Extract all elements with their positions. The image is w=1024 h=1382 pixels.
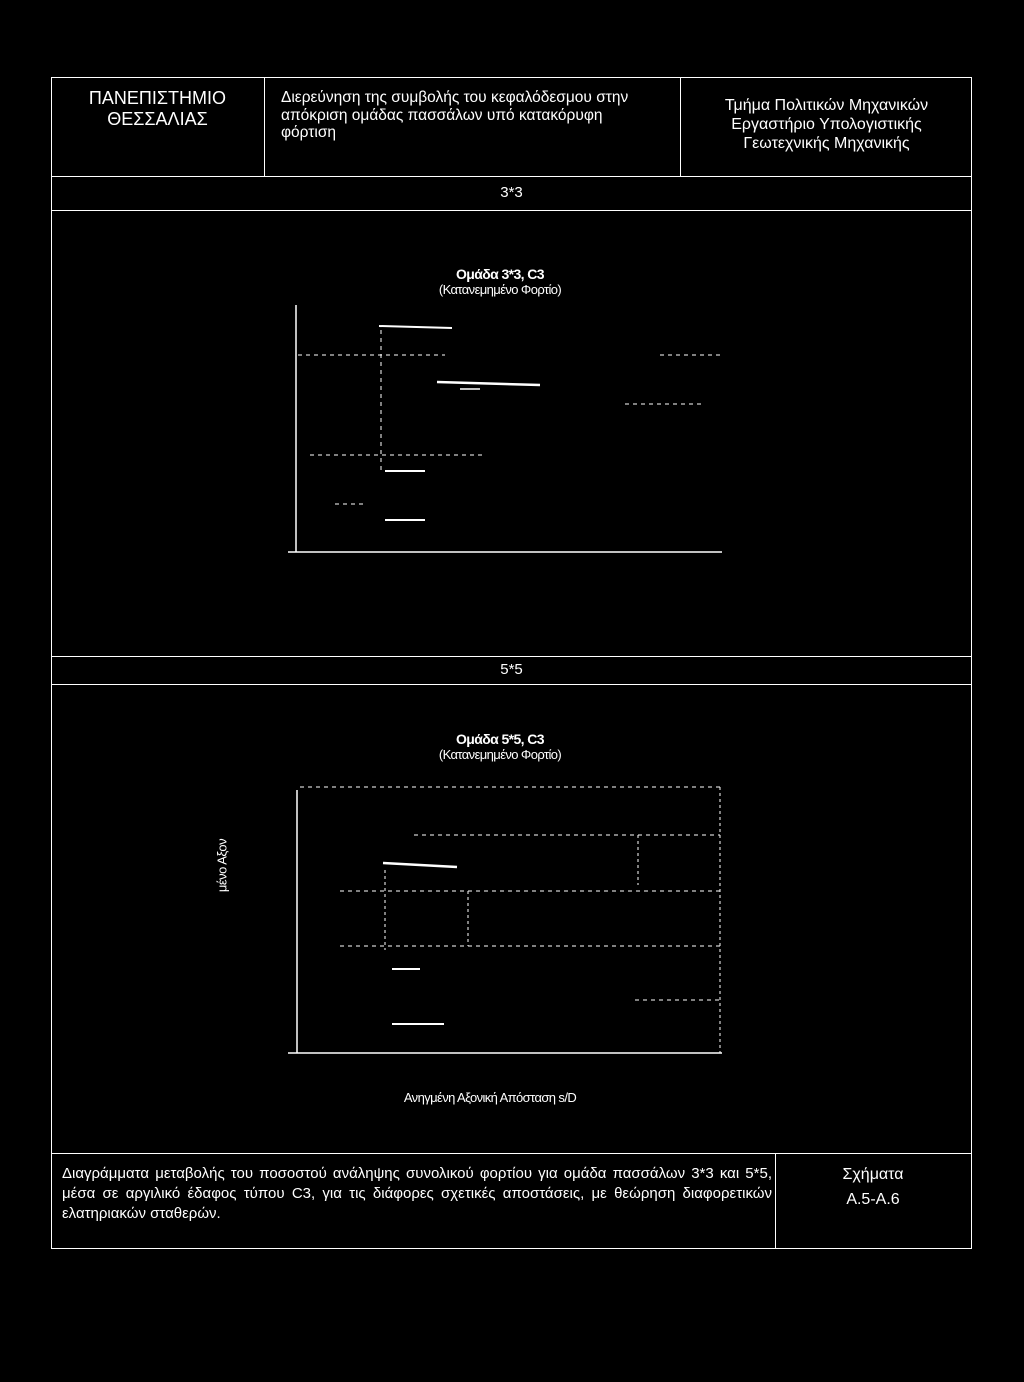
department-line-1: Τμήμα Πολιτικών Μηχανικών — [724, 97, 929, 114]
chart1-series-line-1 — [379, 326, 452, 328]
thesis-title-line-2: απόκριση ομάδας πασσάλων υπό κατακόρυφη — [281, 106, 603, 124]
figure-numbers: Α.5-Α.6 — [846, 1191, 900, 1208]
chart2-title: Ομάδα 5*5, C3 — [456, 731, 544, 747]
chart2-y-axis-label: μένο Αξον — [214, 838, 230, 893]
thesis-title-line-3: φόρτιση — [281, 124, 337, 141]
chart2-x-axis-label: Ανηγμένη Αξονική Απόσταση s/D — [403, 1090, 577, 1105]
figure-label: Σχήματα — [842, 1166, 904, 1183]
figure-reference — [775, 1162, 971, 1212]
university-line-1: ΠΑΝΕΠΙΣΤΗΜΙΟ — [88, 88, 227, 108]
chart2-subtitle: (Κατανεμημένο Φορτίο) — [438, 747, 562, 762]
section1-label: 3*3 — [500, 184, 523, 201]
department-line-2: Εργαστήριο Υπολογιστικής — [731, 116, 922, 133]
chart1-title: Ομάδα 3*3, C3 — [456, 266, 544, 282]
chart1-series-line-2 — [437, 382, 540, 385]
figure-caption: Διαγράμματα μεταβολής του ποσοστού ανάληψης συνολικού φορτίου για ομάδα πασσάλων 3*3 και 5*5, μέσα σε αργιλικό έδαφος τύπου C3, για τις διάφορες σχετικές αποστάσεις, με θεώρηση διαφορετικών ελατηριακών σταθερών. — [62, 1165, 772, 1222]
section2-label: 5*5 — [500, 661, 523, 678]
chart2-series-line-1 — [383, 863, 457, 867]
university-line-2: ΘΕΣΣΑΛΙΑΣ — [107, 109, 208, 129]
department-line-3: Γεωτεχνικής Μηχανικής — [743, 135, 910, 152]
thesis-title-line-1: Διερεύνηση της συμβολής του κεφαλόδεσμου στην — [281, 89, 629, 106]
chart2 — [288, 787, 722, 1053]
chart1 — [288, 305, 722, 552]
chart1-subtitle: (Κατανεμημένο Φορτίο) — [438, 282, 562, 297]
